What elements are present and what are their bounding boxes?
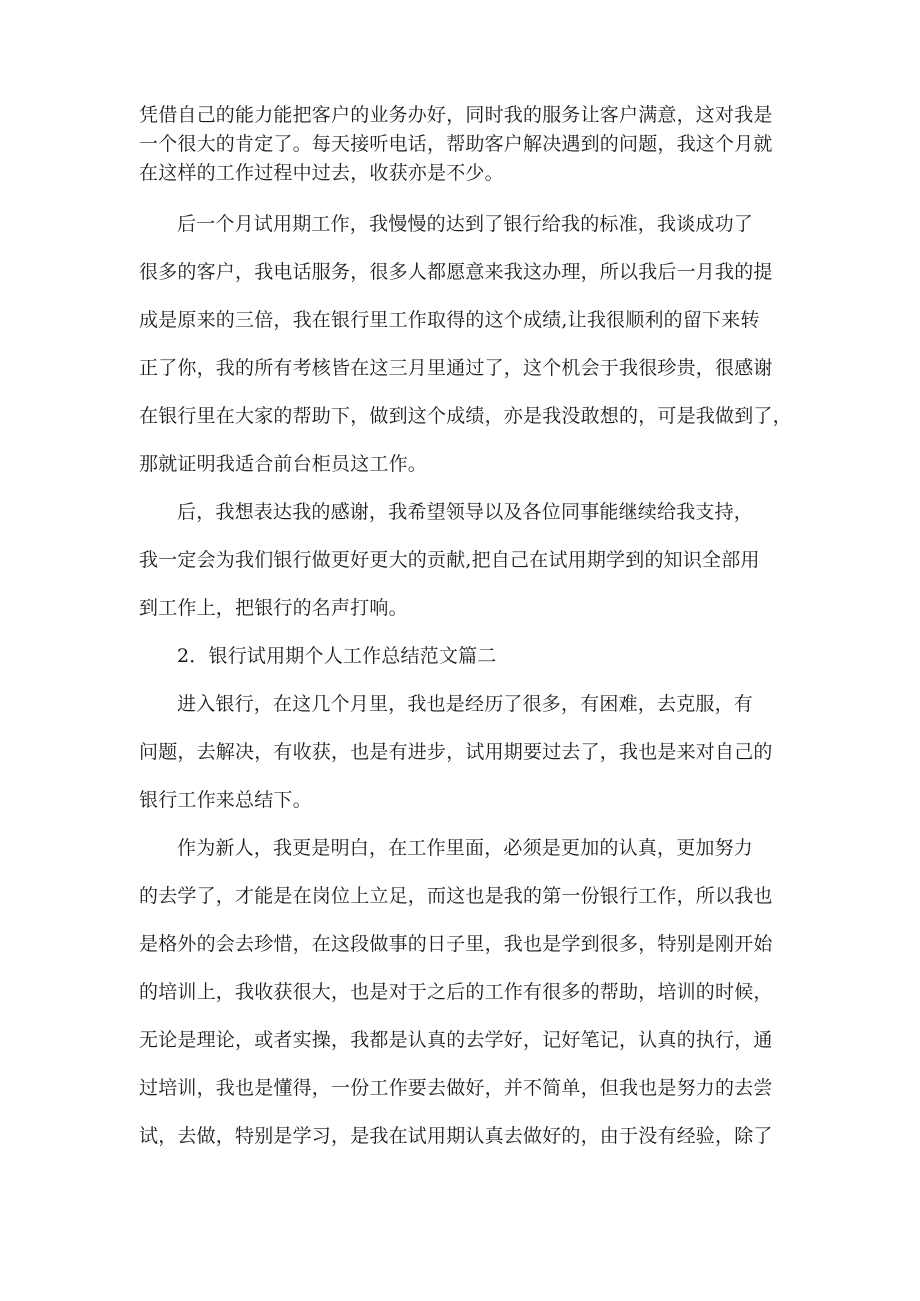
text-line: 凭借自己的能力能把客户的业务办好，同时我的服务让客户满意，这对我是 [139,104,773,126]
text-line: 我一定会为我们银行做更好更大的贡献,把自己在试用期学到的知识全部用 [139,549,760,571]
text-line: 试，去做，特别是学习，是我在试用期认真去做好的，由于没有经验，除了 [139,1125,773,1147]
text-line: 问题，去解决，有收获，也是有进步，试用期要过去了，我也是来对自己的 [139,741,773,763]
text-line: 后一个月试用期工作，我慢慢的达到了银行给我的标准，我谈成功了 [177,213,754,235]
text-line: 后，我想表达我的感谢，我希望领导以及各位同事能继续给我支持， [177,501,754,523]
text-line: 正了你，我的所有考核皆在这三月里通过了，这个机会于我很珍贵，很感谢 [139,357,773,379]
text-line: 的去学了，才能是在岗位上立足，而这也是我的第一份银行工作，所以我也 [139,885,773,907]
text-line: 进入银行，在这几个月里，我也是经历了很多，有困难，去克服，有 [177,693,754,715]
text-line: 作为新人，我更是明白，在工作里面，必须是更加的认真，更加努力 [177,837,754,859]
text-line: 到工作上，把银行的名声打响。 [139,597,408,619]
text-line: 无论是理论，或者实操，我都是认真的去学好，记好笔记，认真的执行，通 [139,1029,773,1051]
text-line: 是格外的会去珍惜，在这段做事的日子里，我也是学到很多，特别是刚开始 [139,933,773,955]
text-line: 银行工作来总结下。 [139,789,312,811]
text-line: 过培训，我也是懂得，一份工作要去做好，并不简单，但我也是努力的去尝 [139,1077,773,1099]
text-line: 成是原来的三倍，我在银行里工作取得的这个成绩,让我很顺利的留下来转 [139,309,760,331]
section-heading: 2．银行试用期个人工作总结范文篇二 [177,645,497,667]
text-line: 一个很大的肯定了。每天接听电话，帮助客户解决遇到的问题，我这个月就 [139,133,773,155]
text-line: 在银行里在大家的帮助下，做到这个成绩，亦是我没敢想的，可是我做到了， [139,405,792,427]
text-line: 那就证明我适合前台柜员这工作。 [139,453,428,475]
text-line: 在这样的工作过程中过去，收获亦是不少。 [139,162,504,184]
text-line: 的培训上，我收获很大，也是对于之后的工作有很多的帮助，培训的时候， [139,981,773,1003]
text-line: 很多的客户，我电话服务，很多人都愿意来我这办理，所以我后一月我的提 [139,261,773,283]
